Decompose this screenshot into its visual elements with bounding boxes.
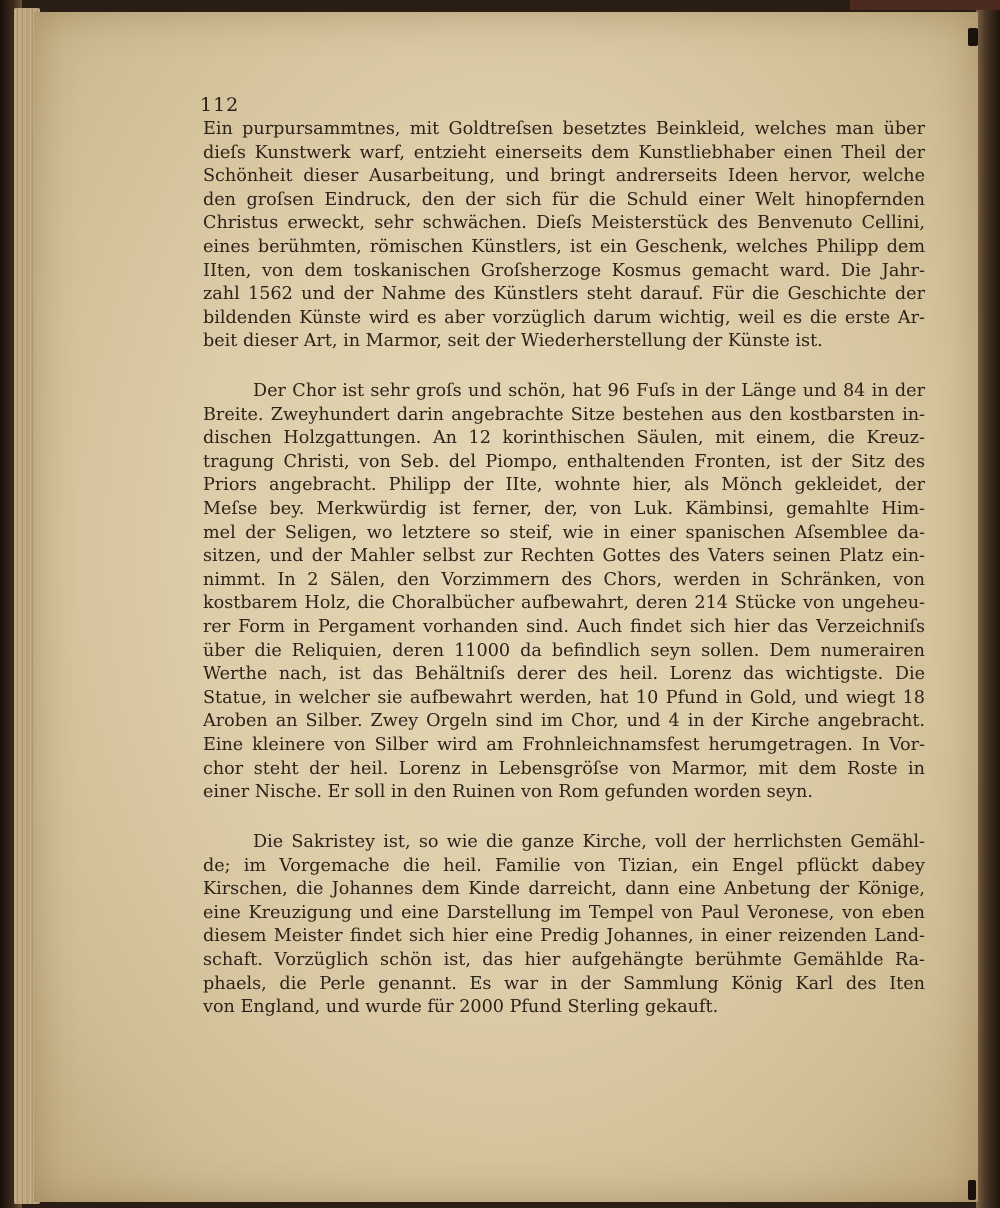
text-line: zahl 1562 und der Nahme des Künstlers steht darauf. Für die Geschichte der (203, 284, 925, 305)
text-line: diesem Meister findet sich hier eine Predig Johannes, in einer reizenden Land- (203, 926, 925, 947)
text-line: IIten, von dem toskanischen Groſsherzoge Kosmus gemacht ward. Die Jahr- (203, 260, 925, 281)
page-tab-mark (968, 28, 978, 46)
text-line: tragung Christi, von Seb. del Piompo, enthaltenden Fronten, ist der Sitz des (203, 451, 925, 472)
text-line: Die Sakristey ist, so wie die ganze Kirche, voll der herrlichsten Gemähl- (253, 832, 925, 852)
text-line: Kirschen, die Johannes dem Kinde darreicht, dann eine Anbetung der Könige, (203, 879, 925, 900)
paragraph-2 (203, 380, 925, 805)
text-line: Werthe nach, ist das Behältniſs derer des heil. Lorenz das wichtigste. Die (203, 664, 925, 685)
text-line: von England, und wurde für 2000 Pfund Sterling gekauft. (203, 997, 719, 1018)
text-line: kostbarem Holz, die Choralbücher aufbewahrt, deren 214 Stücke von ungeheu- (203, 593, 925, 614)
text-line: Christus erweckt, sehr schwächen. Dieſs Meisterstück des Benvenuto Cellini, (203, 213, 925, 234)
text-line: Ein purpursammtnes, mit Goldtreſsen besetztes Beinkleid, welches man über (203, 119, 925, 139)
text-line: Der Chor ist sehr groſs und schön, hat 96 Fuſs in der Länge und 84 in der (253, 381, 925, 401)
text-line: einer Nische. Er soll in den Ruinen von Rom gefunden worden seyn. (203, 782, 813, 803)
text-line: nimmt. In 2 Sälen, den Vorzimmern des Chors, werden in Schränken, von (203, 569, 925, 590)
text-line: Schönheit dieser Ausarbeitung, und bringt andrerseits Ideen hervor, welche (203, 166, 925, 187)
text-line: chor steht der heil. Lorenz in Lebensgröſse von Marmor, mit dem Roste in (203, 758, 925, 779)
book-cover-corner (850, 0, 1000, 10)
text-line: rer Form in Pergament vorhanden sind. Auch findet sich hier das Verzeichniſs (203, 616, 925, 637)
text-line: dischen Holzgattungen. An 12 korinthischen Säulen, mit einem, die Kreuz- (203, 428, 925, 449)
text-line: Eine kleinere von Silber wird am Frohnleichnamsfest herumgetragen. In Vor- (203, 734, 925, 755)
text-line: eine Kreuzigung und eine Darstellung im Tempel von Paul Veronese, von eben (203, 902, 925, 923)
text-line: schaft. Vorzüglich schön ist, das hier aufgehängte berühmte Gemählde Ra- (203, 949, 925, 970)
text-line: de; im Vorgemache die heil. Familie von Tizian, ein Engel pflückt dabey (203, 855, 925, 876)
text-line: sitzen, und der Mahler selbst zur Rechten Gottes des Vaters seinen Platz ein- (203, 546, 925, 567)
text-line: Statue, in welcher sie aufbewahrt werden, hat 10 Pfund in Gold, und wiegt 18 (203, 687, 925, 708)
page-number: 112 (200, 94, 240, 116)
paragraph-1 (203, 118, 925, 354)
text-line: phaels, die Perle genannt. Es war in der Sammlung König Karl des Iten (203, 973, 925, 994)
text-line: mel der Seligen, wo letztere so steif, wie in einer spanischen Aſsemblee da- (203, 522, 925, 543)
page-tab-mark (968, 1180, 976, 1200)
text-line: beit dieser Art, in Marmor, seit der Wiederherstellung der Künste ist. (203, 331, 823, 352)
text-line: den groſsen Eindruck, den der sich für die Schuld einer Welt hinopfernden (203, 189, 925, 210)
book-cover-edge (976, 0, 1000, 1208)
paragraph-3 (203, 831, 925, 1020)
text-line: dieſs Kunstwerk warf, entzieht einerseits dem Kunstliebhaber einen Theil der (203, 142, 925, 163)
text-line: Priors angebracht. Philipp der IIte, wohnte hier, als Mönch gekleidet, der (203, 475, 925, 496)
text-line: über die Reliquien, deren 11000 da befindlich seyn sollen. Dem numerairen (203, 640, 925, 661)
text-line: eines berühmten, römischen Künstlers, ist ein Geschenk, welches Philipp dem (203, 236, 925, 257)
text-line: Meſse bey. Merkwürdig ist ferner, der, von Luk. Kämbinsi, gemahlte Him- (203, 498, 925, 519)
text-line: Aroben an Silber. Zwey Orgeln sind im Chor, und 4 in der Kirche angebracht. (203, 711, 925, 732)
text-line: Breite. Zweyhundert darin angebrachte Sitze bestehen aus den kostbarsten in- (203, 404, 925, 425)
text-line: bildenden Künste wird es aber vorzüglich darum wichtig, weil es die erste Ar- (203, 307, 925, 328)
